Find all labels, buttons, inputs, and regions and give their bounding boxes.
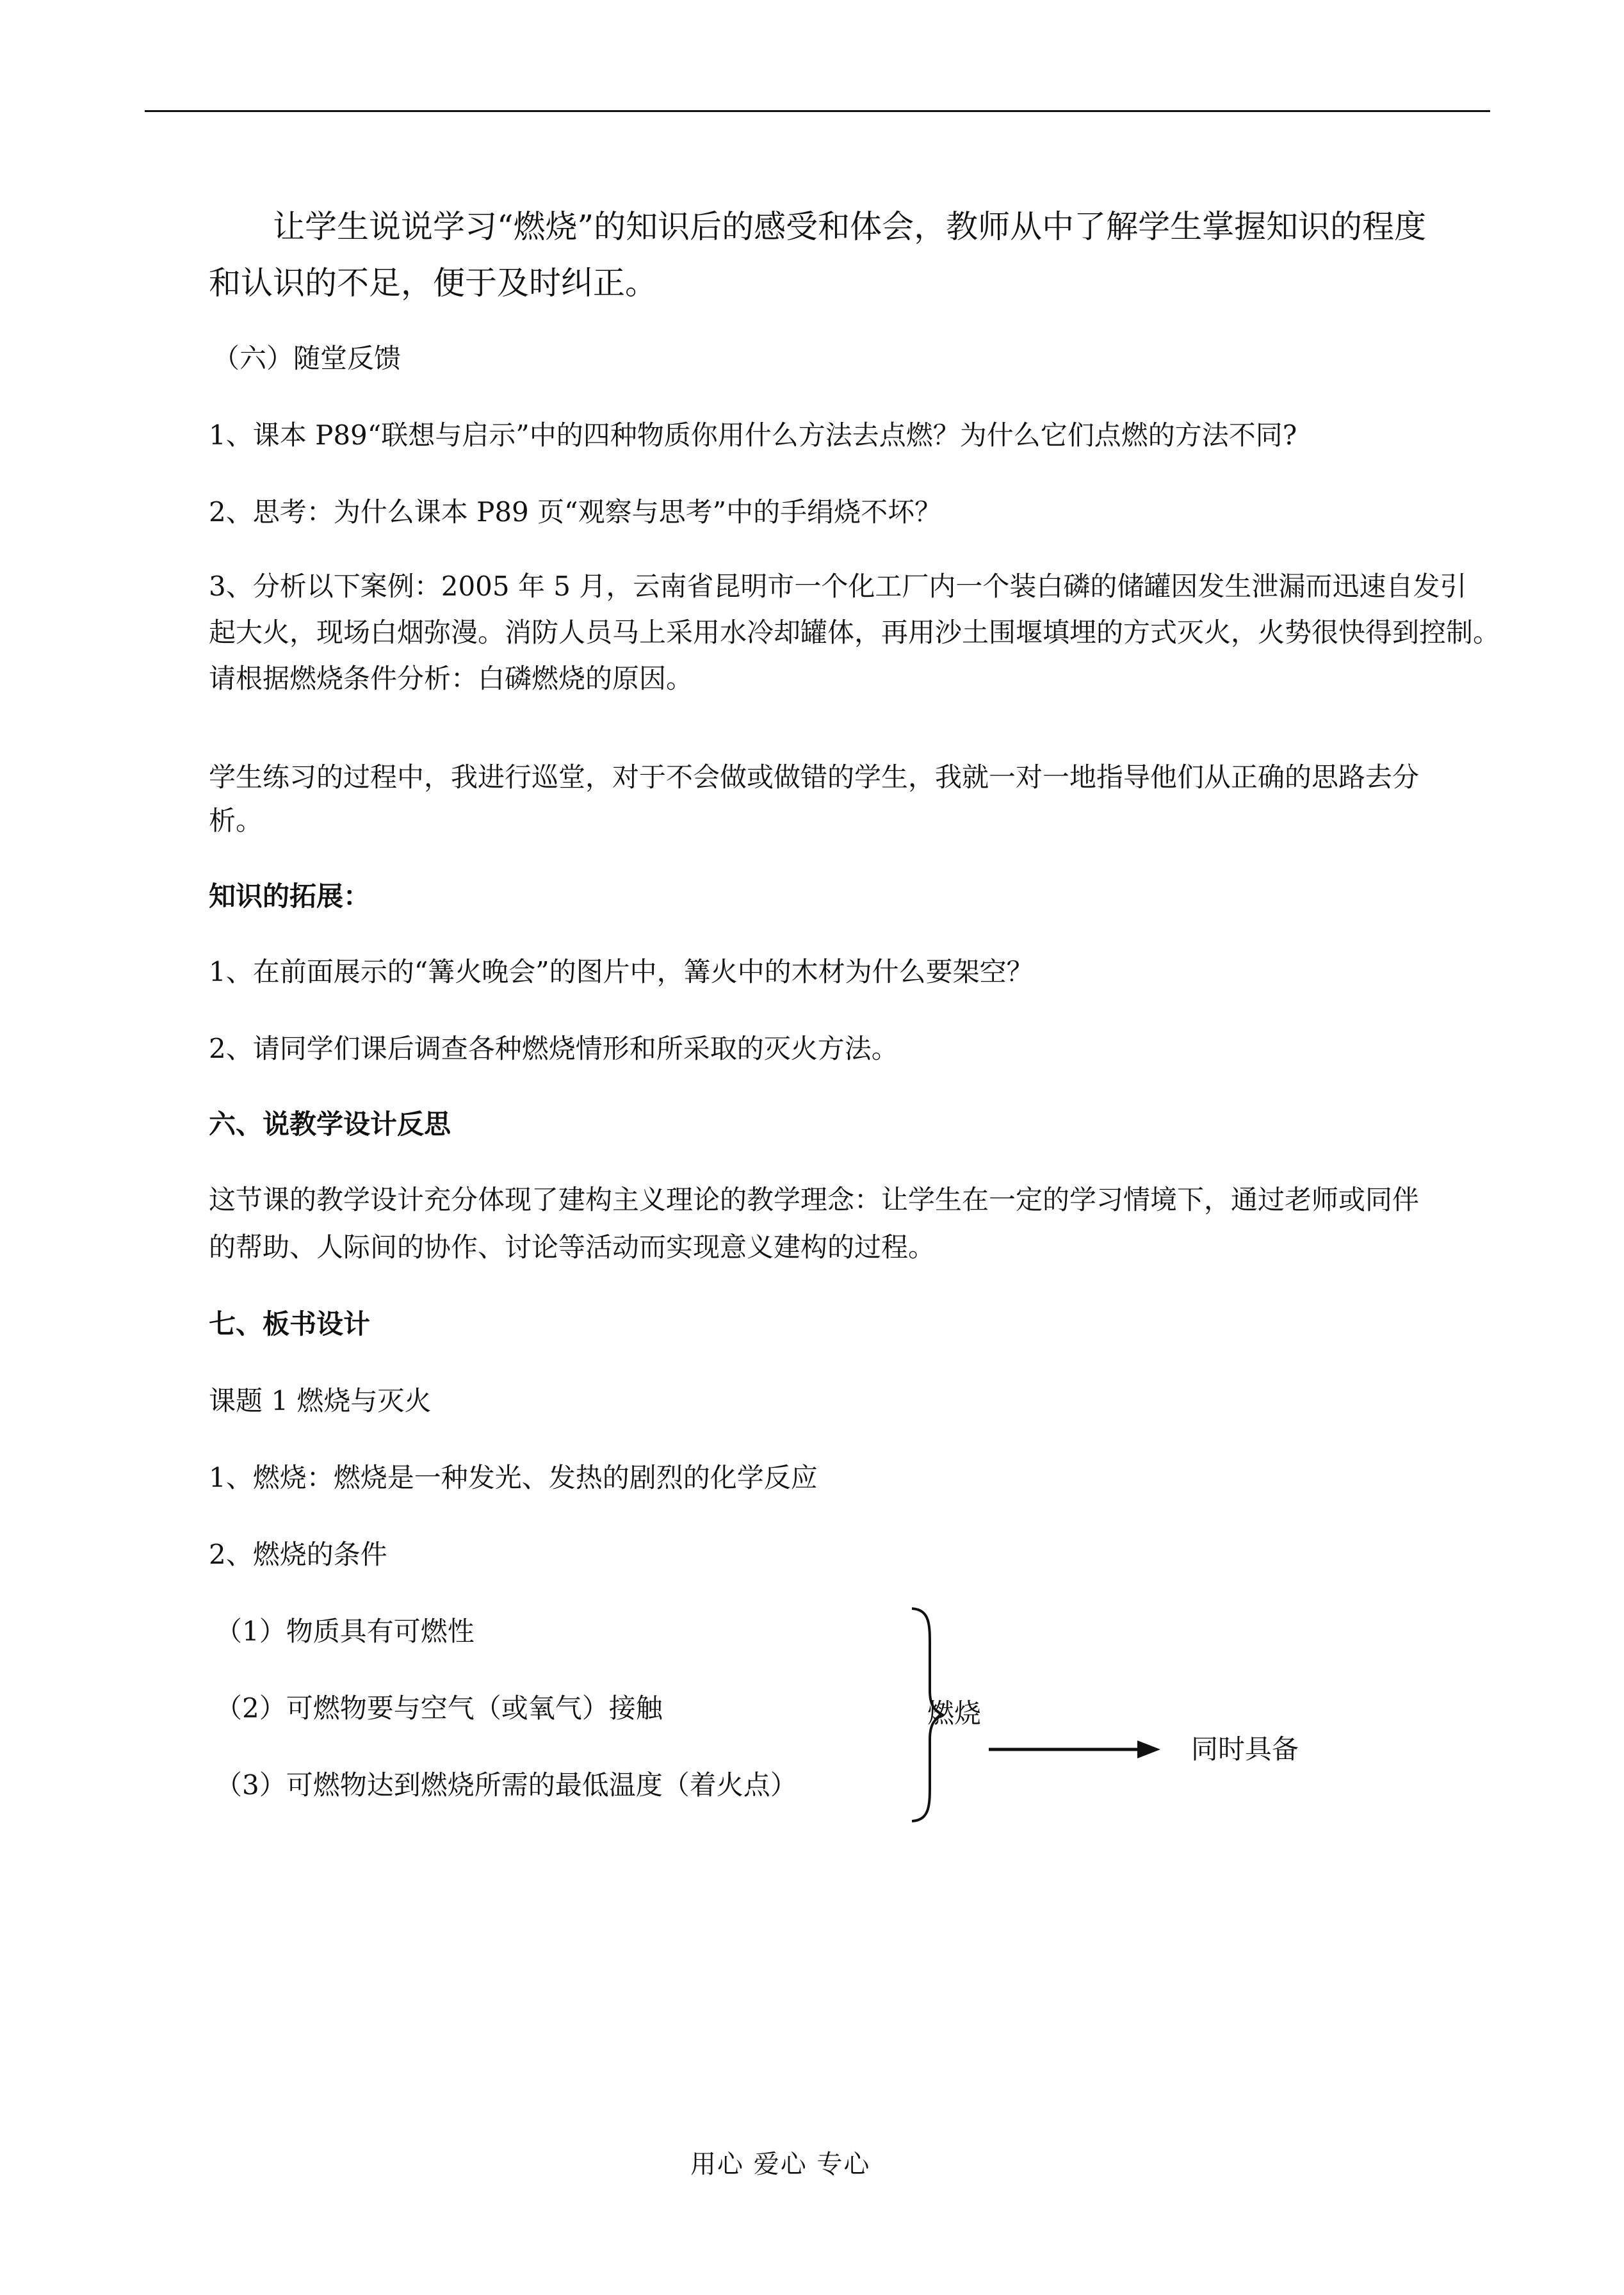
reflection-line-1: 这节课的教学设计充分体现了建构主义理论的教学理念：让学生在一定的学习情境下，通过老师或同伴 <box>209 1184 1420 1215</box>
intro-line-2: 和认识的不足，便于及时纠正。 <box>209 264 657 302</box>
feedback-question-2: 2、思考：为什么课本 P89 页“观察与思考”中的手绢烧不坏？ <box>209 496 942 528</box>
condition-1: （1）物质具有可燃性 <box>215 1616 475 1647</box>
board-heading: 七、板书设计 <box>209 1308 371 1340</box>
board-topic: 课题 1 燃烧与灭火 <box>209 1385 432 1416</box>
reflection-line-2: 的帮助、人际间的协作、讨论等活动而实现意义建构的过程。 <box>209 1231 936 1263</box>
header-rule <box>145 110 1490 112</box>
arrow-head <box>1137 1740 1160 1758</box>
feedback-question-3-line-2: 起大火，现场白烟弥漫。消防人员马上采用水冷却罐体，再用沙土围堰填埋的方式灭火，火势很快得到控制。 <box>209 617 1500 648</box>
extension-item-2: 2、请同学们课后调查各种燃烧情形和所采取的灭火方法。 <box>209 1033 898 1064</box>
page-footer: 用心 爱心 专心 <box>690 2150 871 2179</box>
feedback-question-1: 1、课本 P89“联想与启示”中的四种物质你用什么方法去点燃？为什么它们点燃的方法不同? <box>209 419 1297 451</box>
practice-line-1: 学生练习的过程中，我进行巡堂，对于不会做或做错的学生，我就一对一地指导他们从正确的思路去分 <box>209 761 1420 793</box>
feedback-question-3-line-1: 3、分析以下案例：2005 年 5 月，云南省昆明市一个化工厂内一个装白磷的储罐因发生泄漏而迅速自发引 <box>209 571 1467 602</box>
reflection-heading: 六、说教学设计反思 <box>209 1108 451 1140</box>
board-conditions-title: 2、燃烧的条件 <box>209 1539 387 1570</box>
feedback-heading: （六）随堂反馈 <box>213 343 402 374</box>
feedback-question-3-line-3: 请根据燃烧条件分析：白磷燃烧的原因。 <box>209 663 694 694</box>
arrow-label: 同时具备 <box>1191 1733 1299 1765</box>
condition-2: （2）可燃物要与空气（或氧气）接触 <box>215 1692 663 1724</box>
board-definition: 1、燃烧：燃烧是一种发光、发热的剧烈的化学反应 <box>209 1462 818 1493</box>
extension-heading: 知识的拓展： <box>209 880 371 912</box>
intro-line-1: 让学生说说学习“燃烧”的知识后的感受和体会，教师从中了解学生掌握知识的程度 <box>273 208 1427 245</box>
extension-item-1: 1、在前面展示的“篝火晚会”的图片中，篝火中的木材为什么要架空？ <box>209 956 1034 987</box>
practice-line-2: 析。 <box>209 805 263 836</box>
condition-3: （3）可燃物达到燃烧所需的最低温度（着火点） <box>215 1769 797 1801</box>
brace-label: 燃烧 <box>927 1698 982 1729</box>
